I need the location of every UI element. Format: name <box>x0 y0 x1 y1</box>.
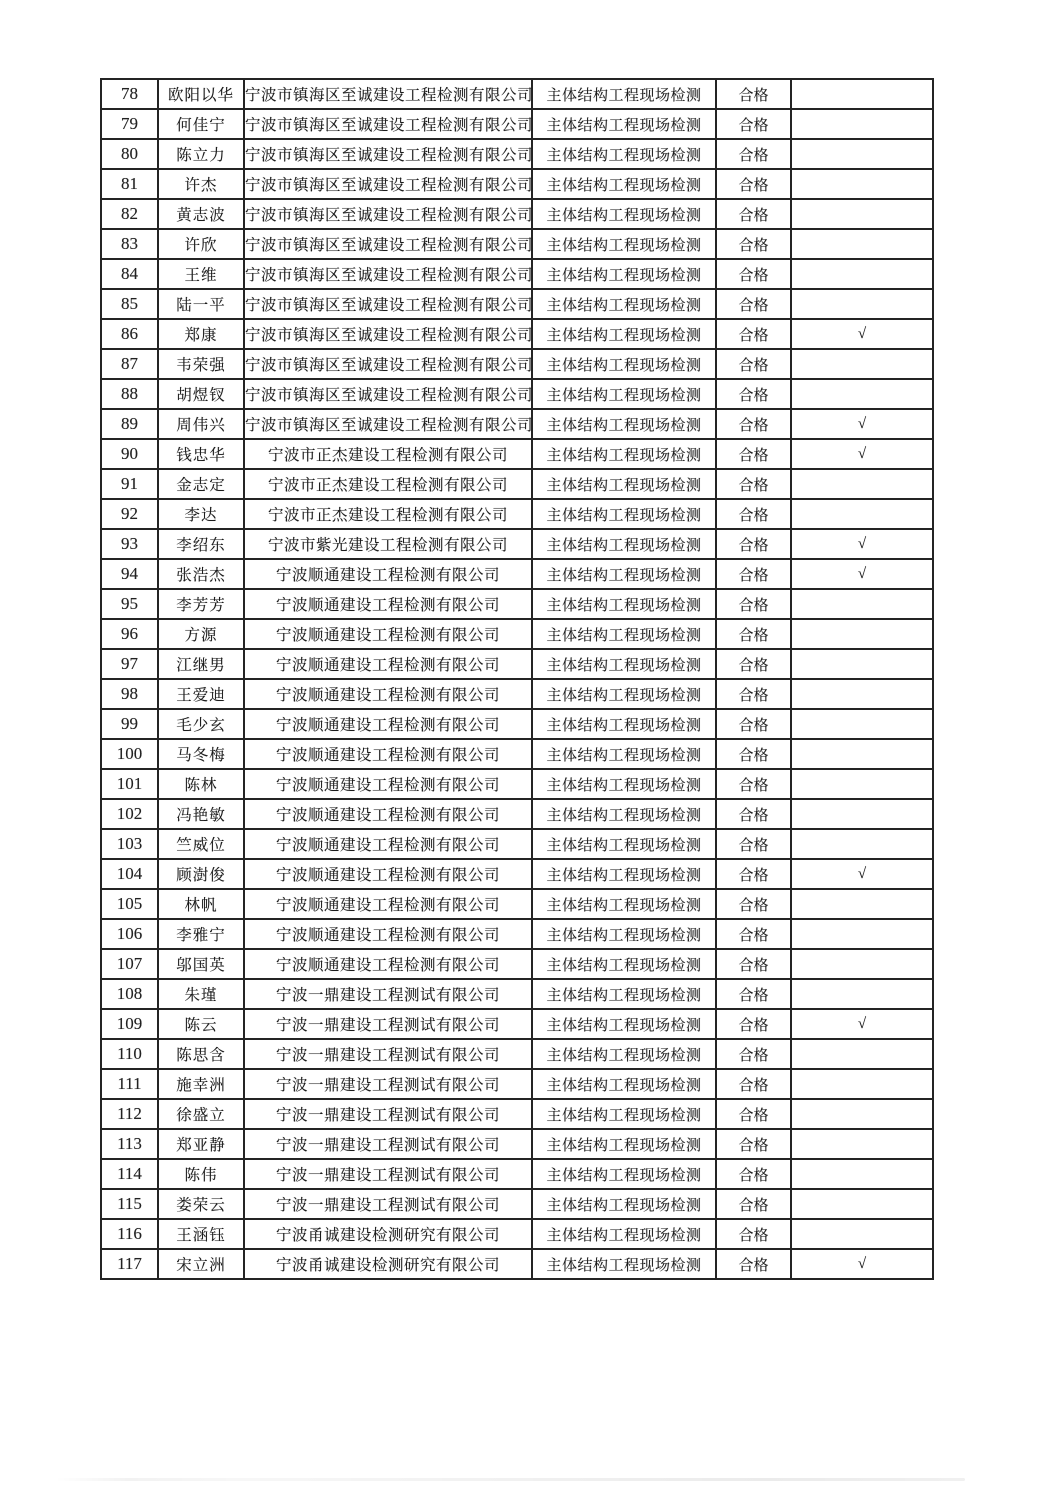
table-row <box>101 1099 933 1129</box>
row-number-cell: 105 <box>101 889 158 919</box>
row-number-cell: 94 <box>101 559 158 589</box>
company-cell: 宁波顺通建设工程检测有限公司 <box>244 919 532 949</box>
inspection-item-cell: 主体结构工程现场检测 <box>532 79 716 109</box>
registration-check-cell <box>791 589 933 619</box>
company-cell: 宁波顺通建设工程检测有限公司 <box>244 679 532 709</box>
person-name-cell: 许杰 <box>158 169 244 199</box>
row-number-cell: 100 <box>101 739 158 769</box>
person-name-cell: 许欣 <box>158 229 244 259</box>
registration-check-cell <box>791 1069 933 1099</box>
registration-check-cell: √ <box>791 529 933 559</box>
company-cell: 宁波一鼎建设工程测试有限公司 <box>244 1129 532 1159</box>
person-name-cell: 郑亚静 <box>158 1129 244 1159</box>
scan-artifact <box>55 1478 965 1481</box>
registration-check-cell <box>791 619 933 649</box>
person-name-cell: 林帆 <box>158 889 244 919</box>
inspection-item-cell: 主体结构工程现场检测 <box>532 1069 716 1099</box>
row-number-cell: 97 <box>101 649 158 679</box>
registration-check-cell <box>791 1099 933 1129</box>
person-name-cell: 黄志波 <box>158 199 244 229</box>
row-number-cell: 92 <box>101 499 158 529</box>
person-name-cell: 江继男 <box>158 649 244 679</box>
result-cell: 合格 <box>716 919 791 949</box>
registration-check-cell <box>791 229 933 259</box>
inspection-item-cell: 主体结构工程现场检测 <box>532 829 716 859</box>
company-cell: 宁波市镇海区至诚建设工程检测有限公司 <box>244 139 532 169</box>
row-number-cell: 101 <box>101 769 158 799</box>
table-row <box>101 739 933 769</box>
inspection-item-cell: 主体结构工程现场检测 <box>532 439 716 469</box>
person-name-cell: 李芳芳 <box>158 589 244 619</box>
table-row <box>101 1249 933 1279</box>
company-cell: 宁波甬诚建设检测研究有限公司 <box>244 1219 532 1249</box>
person-name-cell: 胡煜钗 <box>158 379 244 409</box>
registration-check-cell <box>791 1189 933 1219</box>
company-cell: 宁波市镇海区至诚建设工程检测有限公司 <box>244 319 532 349</box>
result-cell: 合格 <box>716 169 791 199</box>
row-number-cell: 117 <box>101 1249 158 1279</box>
person-name-cell: 冯艳敏 <box>158 799 244 829</box>
result-cell: 合格 <box>716 1159 791 1189</box>
inspection-item-cell: 主体结构工程现场检测 <box>532 139 716 169</box>
row-number-cell: 84 <box>101 259 158 289</box>
row-number-cell: 80 <box>101 139 158 169</box>
results-table-container <box>100 78 932 1280</box>
company-cell: 宁波市正杰建设工程检测有限公司 <box>244 439 532 469</box>
table-row <box>101 829 933 859</box>
company-cell: 宁波顺通建设工程检测有限公司 <box>244 949 532 979</box>
company-cell: 宁波顺通建设工程检测有限公司 <box>244 799 532 829</box>
person-name-cell: 宋立洲 <box>158 1249 244 1279</box>
registration-check-cell <box>791 289 933 319</box>
row-number-cell: 116 <box>101 1219 158 1249</box>
company-cell: 宁波顺通建设工程检测有限公司 <box>244 589 532 619</box>
company-cell: 宁波顺通建设工程检测有限公司 <box>244 649 532 679</box>
inspection-item-cell: 主体结构工程现场检测 <box>532 499 716 529</box>
company-cell: 宁波市镇海区至诚建设工程检测有限公司 <box>244 289 532 319</box>
inspection-item-cell: 主体结构工程现场检测 <box>532 1189 716 1219</box>
row-number-cell: 90 <box>101 439 158 469</box>
company-cell: 宁波顺通建设工程检测有限公司 <box>244 559 532 589</box>
person-name-cell: 张浩杰 <box>158 559 244 589</box>
table-row <box>101 1189 933 1219</box>
company-cell: 宁波一鼎建设工程测试有限公司 <box>244 979 532 1009</box>
table-row <box>101 169 933 199</box>
inspection-item-cell: 主体结构工程现场检测 <box>532 229 716 259</box>
row-number-cell: 91 <box>101 469 158 499</box>
registration-check-cell: √ <box>791 409 933 439</box>
company-cell: 宁波一鼎建设工程测试有限公司 <box>244 1009 532 1039</box>
inspection-item-cell: 主体结构工程现场检测 <box>532 349 716 379</box>
row-number-cell: 78 <box>101 79 158 109</box>
registration-check-cell <box>791 769 933 799</box>
inspection-item-cell: 主体结构工程现场检测 <box>532 259 716 289</box>
registration-check-cell <box>791 1039 933 1069</box>
person-name-cell: 王维 <box>158 259 244 289</box>
person-name-cell: 王涵钰 <box>158 1219 244 1249</box>
table-row <box>101 889 933 919</box>
company-cell: 宁波顺通建设工程检测有限公司 <box>244 889 532 919</box>
result-cell: 合格 <box>716 1189 791 1219</box>
inspection-item-cell: 主体结构工程现场检测 <box>532 469 716 499</box>
row-number-cell: 85 <box>101 289 158 319</box>
person-name-cell: 郑康 <box>158 319 244 349</box>
registration-check-cell: √ <box>791 319 933 349</box>
registration-check-cell <box>791 79 933 109</box>
result-cell: 合格 <box>716 559 791 589</box>
company-cell: 宁波市镇海区至诚建设工程检测有限公司 <box>244 409 532 439</box>
result-cell: 合格 <box>716 649 791 679</box>
inspection-item-cell: 主体结构工程现场检测 <box>532 1129 716 1159</box>
registration-check-cell <box>791 799 933 829</box>
registration-check-cell <box>791 949 933 979</box>
result-cell: 合格 <box>716 739 791 769</box>
row-number-cell: 110 <box>101 1039 158 1069</box>
inspection-item-cell: 主体结构工程现场检测 <box>532 289 716 319</box>
result-cell: 合格 <box>716 949 791 979</box>
person-name-cell: 陈立力 <box>158 139 244 169</box>
person-name-cell: 施幸洲 <box>158 1069 244 1099</box>
row-number-cell: 106 <box>101 919 158 949</box>
row-number-cell: 83 <box>101 229 158 259</box>
person-name-cell: 李绍东 <box>158 529 244 559</box>
table-row <box>101 709 933 739</box>
table-row <box>101 139 933 169</box>
registration-check-cell <box>791 739 933 769</box>
company-cell: 宁波一鼎建设工程测试有限公司 <box>244 1099 532 1129</box>
registration-check-cell <box>791 349 933 379</box>
person-name-cell: 竺威位 <box>158 829 244 859</box>
person-name-cell: 钱忠华 <box>158 439 244 469</box>
table-row <box>101 499 933 529</box>
result-cell: 合格 <box>716 1039 791 1069</box>
table-row <box>101 679 933 709</box>
person-name-cell: 陈思含 <box>158 1039 244 1069</box>
inspection-item-cell: 主体结构工程现场检测 <box>532 589 716 619</box>
result-cell: 合格 <box>716 709 791 739</box>
registration-check-cell: √ <box>791 439 933 469</box>
result-cell: 合格 <box>716 769 791 799</box>
result-cell: 合格 <box>716 829 791 859</box>
row-number-cell: 114 <box>101 1159 158 1189</box>
registration-check-cell <box>791 379 933 409</box>
table-row <box>101 199 933 229</box>
row-number-cell: 88 <box>101 379 158 409</box>
table-row <box>101 529 933 559</box>
company-cell: 宁波一鼎建设工程测试有限公司 <box>244 1039 532 1069</box>
row-number-cell: 79 <box>101 109 158 139</box>
registration-check-cell: √ <box>791 1009 933 1039</box>
company-cell: 宁波市镇海区至诚建设工程检测有限公司 <box>244 259 532 289</box>
company-cell: 宁波市镇海区至诚建设工程检测有限公司 <box>244 109 532 139</box>
inspection-item-cell: 主体结构工程现场检测 <box>532 1009 716 1039</box>
company-cell: 宁波顺通建设工程检测有限公司 <box>244 859 532 889</box>
row-number-cell: 103 <box>101 829 158 859</box>
company-cell: 宁波甬诚建设检测研究有限公司 <box>244 1249 532 1279</box>
registration-check-cell <box>791 709 933 739</box>
inspection-item-cell: 主体结构工程现场检测 <box>532 1099 716 1129</box>
person-name-cell: 毛少玄 <box>158 709 244 739</box>
person-name-cell: 陈云 <box>158 1009 244 1039</box>
table-row <box>101 439 933 469</box>
result-cell: 合格 <box>716 139 791 169</box>
company-cell: 宁波顺通建设工程检测有限公司 <box>244 709 532 739</box>
registration-check-cell <box>791 919 933 949</box>
result-cell: 合格 <box>716 889 791 919</box>
inspection-item-cell: 主体结构工程现场检测 <box>532 739 716 769</box>
row-number-cell: 112 <box>101 1099 158 1129</box>
result-cell: 合格 <box>716 859 791 889</box>
row-number-cell: 113 <box>101 1129 158 1159</box>
registration-check-cell <box>791 109 933 139</box>
table-row <box>101 589 933 619</box>
result-cell: 合格 <box>716 1219 791 1249</box>
table-row <box>101 259 933 289</box>
person-name-cell: 顾澍俊 <box>158 859 244 889</box>
person-name-cell: 娄荣云 <box>158 1189 244 1219</box>
row-number-cell: 104 <box>101 859 158 889</box>
registration-check-cell <box>791 469 933 499</box>
result-cell: 合格 <box>716 1129 791 1159</box>
inspection-item-cell: 主体结构工程现场检测 <box>532 1219 716 1249</box>
person-name-cell: 何佳宁 <box>158 109 244 139</box>
person-name-cell: 邬国英 <box>158 949 244 979</box>
row-number-cell: 89 <box>101 409 158 439</box>
inspection-item-cell: 主体结构工程现场检测 <box>532 529 716 559</box>
inspection-item-cell: 主体结构工程现场检测 <box>532 109 716 139</box>
result-cell: 合格 <box>716 1009 791 1039</box>
table-row <box>101 1039 933 1069</box>
registration-check-cell <box>791 259 933 289</box>
table-row <box>101 409 933 439</box>
table-row <box>101 319 933 349</box>
registration-check-cell <box>791 1159 933 1189</box>
result-cell: 合格 <box>716 679 791 709</box>
person-name-cell: 朱瑾 <box>158 979 244 1009</box>
table-row <box>101 619 933 649</box>
inspection-item-cell: 主体结构工程现场检测 <box>532 409 716 439</box>
row-number-cell: 87 <box>101 349 158 379</box>
row-number-cell: 82 <box>101 199 158 229</box>
registration-check-cell <box>791 1219 933 1249</box>
table-row <box>101 229 933 259</box>
company-cell: 宁波市镇海区至诚建设工程检测有限公司 <box>244 229 532 259</box>
registration-check-cell <box>791 889 933 919</box>
table-row <box>101 859 933 889</box>
person-name-cell: 金志定 <box>158 469 244 499</box>
registration-check-cell <box>791 139 933 169</box>
row-number-cell: 107 <box>101 949 158 979</box>
table-row <box>101 1069 933 1099</box>
table-row <box>101 919 933 949</box>
person-name-cell: 王爱迪 <box>158 679 244 709</box>
table-row <box>101 349 933 379</box>
table-row <box>101 469 933 499</box>
result-cell: 合格 <box>716 619 791 649</box>
inspection-item-cell: 主体结构工程现场检测 <box>532 859 716 889</box>
result-cell: 合格 <box>716 259 791 289</box>
registration-check-cell <box>791 499 933 529</box>
result-cell: 合格 <box>716 199 791 229</box>
person-name-cell: 马冬梅 <box>158 739 244 769</box>
registration-check-cell <box>791 1129 933 1159</box>
inspection-item-cell: 主体结构工程现场检测 <box>532 199 716 229</box>
result-cell: 合格 <box>716 289 791 319</box>
registration-check-cell <box>791 979 933 1009</box>
company-cell: 宁波市镇海区至诚建设工程检测有限公司 <box>244 379 532 409</box>
result-cell: 合格 <box>716 529 791 559</box>
table-row <box>101 559 933 589</box>
registration-check-cell: √ <box>791 559 933 589</box>
table-row <box>101 1009 933 1039</box>
registration-check-cell <box>791 829 933 859</box>
person-name-cell: 欧阳以华 <box>158 79 244 109</box>
table-row <box>101 379 933 409</box>
table-row <box>101 769 933 799</box>
inspection-item-cell: 主体结构工程现场检测 <box>532 379 716 409</box>
registration-check-cell <box>791 649 933 679</box>
registration-check-cell <box>791 199 933 229</box>
row-number-cell: 115 <box>101 1189 158 1219</box>
row-number-cell: 95 <box>101 589 158 619</box>
inspection-item-cell: 主体结构工程现场检测 <box>532 949 716 979</box>
result-cell: 合格 <box>716 349 791 379</box>
result-cell: 合格 <box>716 379 791 409</box>
person-name-cell: 陈林 <box>158 769 244 799</box>
table-row <box>101 79 933 109</box>
registration-check-cell <box>791 169 933 199</box>
row-number-cell: 86 <box>101 319 158 349</box>
table-row <box>101 1219 933 1249</box>
person-name-cell: 方源 <box>158 619 244 649</box>
result-cell: 合格 <box>716 589 791 619</box>
result-cell: 合格 <box>716 469 791 499</box>
result-cell: 合格 <box>716 799 791 829</box>
results-table <box>100 78 934 1280</box>
company-cell: 宁波一鼎建设工程测试有限公司 <box>244 1159 532 1189</box>
results-table-body <box>101 79 933 1279</box>
inspection-item-cell: 主体结构工程现场检测 <box>532 1159 716 1189</box>
registration-check-cell: √ <box>791 859 933 889</box>
result-cell: 合格 <box>716 499 791 529</box>
person-name-cell: 陆一平 <box>158 289 244 319</box>
person-name-cell: 徐盛立 <box>158 1099 244 1129</box>
company-cell: 宁波顺通建设工程检测有限公司 <box>244 829 532 859</box>
inspection-item-cell: 主体结构工程现场检测 <box>532 619 716 649</box>
row-number-cell: 108 <box>101 979 158 1009</box>
inspection-item-cell: 主体结构工程现场检测 <box>532 319 716 349</box>
inspection-item-cell: 主体结构工程现场检测 <box>532 679 716 709</box>
result-cell: 合格 <box>716 1069 791 1099</box>
result-cell: 合格 <box>716 229 791 259</box>
row-number-cell: 99 <box>101 709 158 739</box>
result-cell: 合格 <box>716 979 791 1009</box>
result-cell: 合格 <box>716 319 791 349</box>
registration-check-cell: √ <box>791 1249 933 1279</box>
person-name-cell: 韦荣强 <box>158 349 244 379</box>
inspection-item-cell: 主体结构工程现场检测 <box>532 919 716 949</box>
table-row <box>101 649 933 679</box>
company-cell: 宁波市镇海区至诚建设工程检测有限公司 <box>244 199 532 229</box>
company-cell: 宁波市镇海区至诚建设工程检测有限公司 <box>244 79 532 109</box>
person-name-cell: 陈伟 <box>158 1159 244 1189</box>
table-row <box>101 949 933 979</box>
company-cell: 宁波市正杰建设工程检测有限公司 <box>244 469 532 499</box>
row-number-cell: 109 <box>101 1009 158 1039</box>
company-cell: 宁波顺通建设工程检测有限公司 <box>244 769 532 799</box>
person-name-cell: 周伟兴 <box>158 409 244 439</box>
company-cell: 宁波市镇海区至诚建设工程检测有限公司 <box>244 349 532 379</box>
inspection-item-cell: 主体结构工程现场检测 <box>532 769 716 799</box>
row-number-cell: 98 <box>101 679 158 709</box>
inspection-item-cell: 主体结构工程现场检测 <box>532 559 716 589</box>
table-row <box>101 1129 933 1159</box>
result-cell: 合格 <box>716 109 791 139</box>
company-cell: 宁波顺通建设工程检测有限公司 <box>244 619 532 649</box>
inspection-item-cell: 主体结构工程现场检测 <box>532 1039 716 1069</box>
table-row <box>101 1159 933 1189</box>
row-number-cell: 96 <box>101 619 158 649</box>
inspection-item-cell: 主体结构工程现场检测 <box>532 649 716 679</box>
row-number-cell: 111 <box>101 1069 158 1099</box>
inspection-item-cell: 主体结构工程现场检测 <box>532 1249 716 1279</box>
result-cell: 合格 <box>716 409 791 439</box>
person-name-cell: 李达 <box>158 499 244 529</box>
inspection-item-cell: 主体结构工程现场检测 <box>532 889 716 919</box>
person-name-cell: 李雅宁 <box>158 919 244 949</box>
registration-check-cell <box>791 679 933 709</box>
result-cell: 合格 <box>716 79 791 109</box>
table-row <box>101 799 933 829</box>
inspection-item-cell: 主体结构工程现场检测 <box>532 169 716 199</box>
company-cell: 宁波一鼎建设工程测试有限公司 <box>244 1189 532 1219</box>
company-cell: 宁波市正杰建设工程检测有限公司 <box>244 499 532 529</box>
result-cell: 合格 <box>716 439 791 469</box>
inspection-item-cell: 主体结构工程现场检测 <box>532 979 716 1009</box>
row-number-cell: 102 <box>101 799 158 829</box>
company-cell: 宁波一鼎建设工程测试有限公司 <box>244 1069 532 1099</box>
inspection-item-cell: 主体结构工程现场检测 <box>532 799 716 829</box>
company-cell: 宁波市镇海区至诚建设工程检测有限公司 <box>244 169 532 199</box>
row-number-cell: 81 <box>101 169 158 199</box>
company-cell: 宁波顺通建设工程检测有限公司 <box>244 739 532 769</box>
result-cell: 合格 <box>716 1099 791 1129</box>
table-row <box>101 109 933 139</box>
inspection-item-cell: 主体结构工程现场检测 <box>532 709 716 739</box>
row-number-cell: 93 <box>101 529 158 559</box>
company-cell: 宁波市紫光建设工程检测有限公司 <box>244 529 532 559</box>
table-row <box>101 979 933 1009</box>
result-cell: 合格 <box>716 1249 791 1279</box>
table-row <box>101 289 933 319</box>
